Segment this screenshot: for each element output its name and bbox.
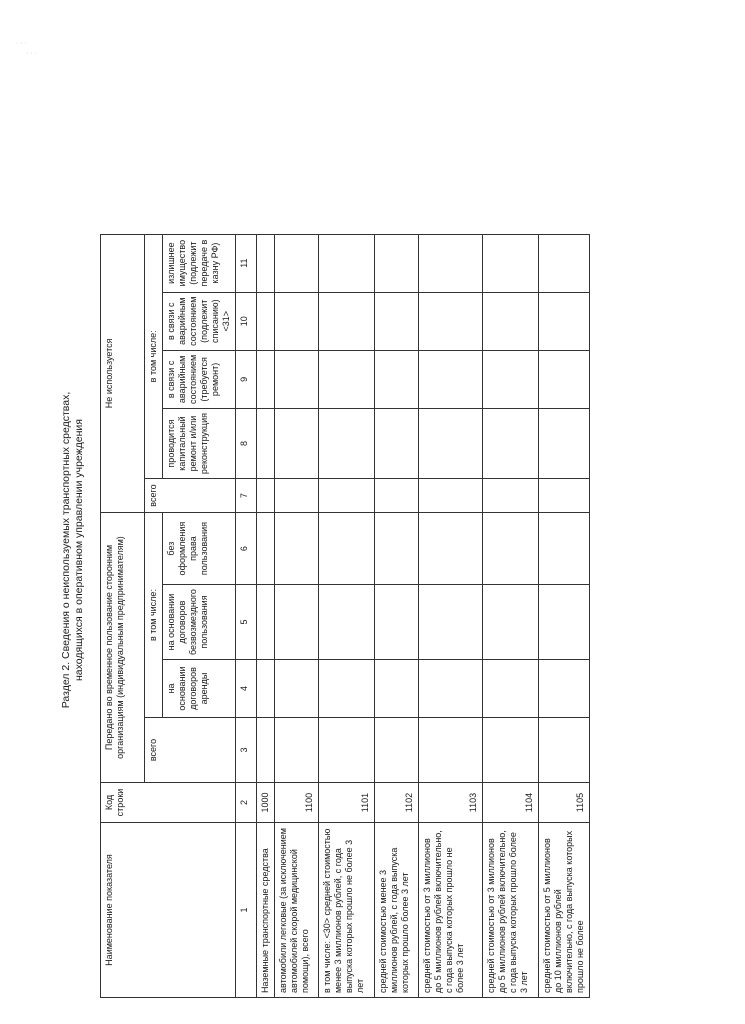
- empty-value-cell: [539, 234, 590, 292]
- row-indicator-name: автомобили легковые (за исключением автомобилей скорой медицинской помощи), всего: [275, 823, 319, 998]
- row-indicator-name: средней стоимостью от 5 миллионов до 10 миллионов рублей включительно, с года выпуска которых прошло не более: [539, 823, 590, 998]
- empty-value-cell: [275, 409, 319, 479]
- row-indicator-name: Наземные транспортные средства: [257, 823, 275, 998]
- empty-value-cell: [257, 409, 275, 479]
- row-code: 1103: [419, 783, 483, 823]
- empty-value-cell: [275, 350, 319, 408]
- empty-value-cell: [375, 479, 419, 513]
- empty-value-cell: [419, 234, 483, 292]
- empty-value-cell: [539, 479, 590, 513]
- header-free-use: на основании договоров безвозмездного пользования: [163, 585, 236, 660]
- empty-value-cell: [419, 350, 483, 408]
- empty-value-cell: [257, 479, 275, 513]
- empty-value-cell: [257, 660, 275, 718]
- header-repair: проводится капитальный ремонт и/или реконструкция: [163, 409, 236, 479]
- table-row: [257, 234, 275, 997]
- empty-value-cell: [319, 409, 375, 479]
- empty-value-cell: [539, 350, 590, 408]
- empty-value-cell: [257, 513, 275, 585]
- row-code: 1000: [257, 783, 275, 823]
- empty-value-cell: [275, 585, 319, 660]
- column-number: 10: [236, 292, 257, 350]
- row-code: 1101: [319, 783, 375, 823]
- empty-value-cell: [319, 350, 375, 408]
- empty-value-cell: [483, 234, 539, 292]
- row-code: 1100: [275, 783, 319, 823]
- column-number: 6: [236, 513, 257, 585]
- header-unused: Не используется: [101, 234, 145, 512]
- row-indicator-name: средней стоимостью от 3 миллионов до 5 миллионов рублей включительно, с года выпуска которых прошло не более 3 лет: [419, 823, 483, 998]
- empty-value-cell: [419, 479, 483, 513]
- section-title-line2: находящихся в оперативном управлении учреждения: [73, 419, 85, 682]
- column-number-row: [236, 234, 257, 997]
- header-surplus: излишнее имущество (подлежит передаче в казну РФ): [163, 234, 236, 292]
- empty-value-cell: [257, 292, 275, 350]
- header-indicator: Наименование показателя: [101, 823, 236, 998]
- empty-value-cell: [375, 292, 419, 350]
- empty-value-cell: [319, 292, 375, 350]
- empty-value-cell: [483, 350, 539, 408]
- empty-value-cell: [257, 585, 275, 660]
- section-title-line1: Раздел 2. Сведения о неиспользуемых транспортных средствах,: [60, 391, 72, 709]
- empty-value-cell: [483, 660, 539, 718]
- row-code: 1104: [483, 783, 539, 823]
- table-row: [319, 234, 375, 997]
- empty-value-cell: [419, 718, 483, 783]
- empty-value-cell: [375, 234, 419, 292]
- column-number: 8: [236, 409, 257, 479]
- empty-value-cell: [539, 585, 590, 660]
- empty-value-cell: [539, 292, 590, 350]
- unused-vehicles-table: [100, 234, 590, 998]
- empty-value-cell: [319, 585, 375, 660]
- header-no-right: без оформления права пользования: [163, 513, 236, 585]
- empty-value-cell: [375, 513, 419, 585]
- empty-value-cell: [375, 585, 419, 660]
- header-transferred: Передано во временное пользование сторонним организациям (индивидуальным предпринимателям): [101, 513, 145, 783]
- header-unused-total: всего: [145, 479, 236, 513]
- empty-value-cell: [539, 409, 590, 479]
- empty-value-cell: [483, 409, 539, 479]
- table-row: [375, 234, 419, 997]
- empty-value-cell: [539, 718, 590, 783]
- empty-value-cell: [419, 292, 483, 350]
- row-indicator-name: средней стоимостью от 3 миллионов до 5 миллионов рублей включительно, с года выпуска которых прошло более 3 лет: [483, 823, 539, 998]
- empty-value-cell: [319, 513, 375, 585]
- header-lease: на основании договоров аренды: [163, 660, 236, 718]
- empty-value-cell: [275, 234, 319, 292]
- empty-value-cell: [275, 513, 319, 585]
- empty-value-cell: [419, 409, 483, 479]
- header-transferred-total: всего: [145, 718, 236, 783]
- empty-value-cell: [539, 513, 590, 585]
- empty-value-cell: [275, 479, 319, 513]
- column-number: 4: [236, 660, 257, 718]
- row-code: 1105: [539, 783, 590, 823]
- empty-value-cell: [375, 409, 419, 479]
- header-transferred-incl: в том числе:: [145, 513, 163, 718]
- empty-value-cell: [257, 234, 275, 292]
- row-indicator-name: средней стоимостью менее 3 миллионов рублей, с года выпуска которых прошло более 3 лет: [375, 823, 419, 998]
- empty-value-cell: [257, 718, 275, 783]
- empty-value-cell: [419, 513, 483, 585]
- empty-value-cell: [275, 660, 319, 718]
- column-number: 3: [236, 718, 257, 783]
- column-number: 1: [236, 823, 257, 998]
- section-title: [60, 210, 86, 890]
- empty-value-cell: [483, 513, 539, 585]
- scan-noise: · · ·: [26, 50, 37, 57]
- header-unused-incl: в том числе:: [145, 234, 163, 478]
- header-code: Код строки: [101, 783, 236, 823]
- column-number: 2: [236, 783, 257, 823]
- empty-value-cell: [319, 234, 375, 292]
- empty-value-cell: [375, 660, 419, 718]
- table-row: [539, 234, 590, 997]
- empty-value-cell: [319, 660, 375, 718]
- empty-value-cell: [275, 292, 319, 350]
- empty-value-cell: [257, 350, 275, 408]
- table-row: [275, 234, 319, 997]
- column-number: 9: [236, 350, 257, 408]
- empty-value-cell: [375, 350, 419, 408]
- empty-value-cell: [483, 292, 539, 350]
- column-number: 11: [236, 234, 257, 292]
- empty-value-cell: [483, 585, 539, 660]
- empty-value-cell: [483, 479, 539, 513]
- empty-value-cell: [539, 660, 590, 718]
- column-number: 5: [236, 585, 257, 660]
- header-accident-repair: в связи с аварийным состоянием (требуется ремонт): [163, 350, 236, 408]
- header-accident-writeoff: в связи с аварийным состоянием (подлежит списанию) <31>: [163, 292, 236, 350]
- empty-value-cell: [483, 718, 539, 783]
- table-row: [419, 234, 483, 997]
- empty-value-cell: [419, 585, 483, 660]
- row-code: 1102: [375, 783, 419, 823]
- empty-value-cell: [319, 479, 375, 513]
- scan-noise: · · ·: [16, 40, 27, 47]
- table-body: [257, 234, 590, 997]
- empty-value-cell: [419, 660, 483, 718]
- empty-value-cell: [375, 718, 419, 783]
- empty-value-cell: [275, 718, 319, 783]
- table-row: [483, 234, 539, 997]
- empty-value-cell: [319, 718, 375, 783]
- row-indicator-name: в том числе: <30> средней стоимостью менее 3 миллионов рублей, с года выпуска которых прошло не более 3 лет: [319, 823, 375, 998]
- column-number: 7: [236, 479, 257, 513]
